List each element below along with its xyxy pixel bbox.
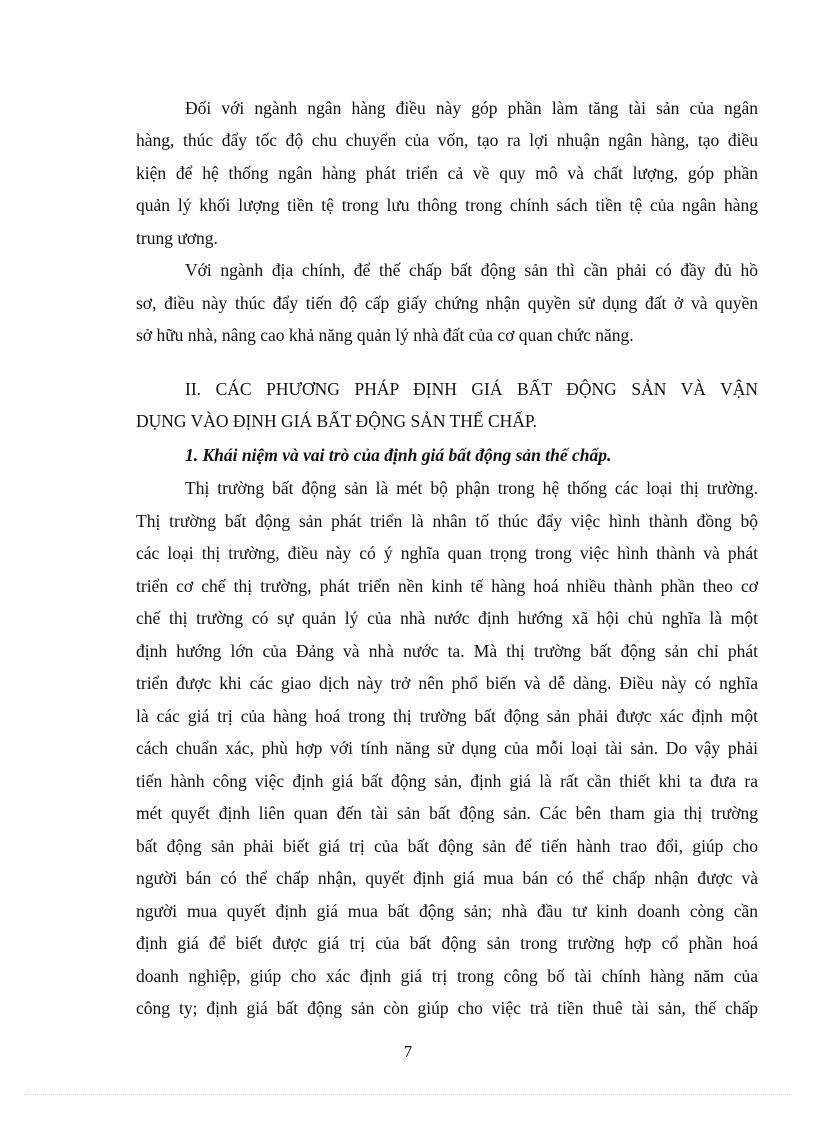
text-line: định giá để biết được giá trị của bất động sản trong trường hợp cổ phần hoá xyxy=(136,933,758,953)
text-line: các loại thị trường, điều này có ý nghĩa quan trọng trong việc hình thành và phát xyxy=(136,543,758,563)
text-line: sở hữu nhà, nâng cao khả năng quản lý nhà đất của cơ quan chức năng. xyxy=(136,325,634,345)
text-line: triển được khi các giao dịch này trở nên phổ biến và dễ dàng. Điều này có nghĩa xyxy=(136,673,758,693)
text-line: triển cơ chế thị trường, phát triển nền kinh tế hàng hoá nhiều thành phần theo cơ xyxy=(136,576,758,596)
text-line: định hướng lớn của Đảng và nhà nước ta. Mà thị trường bất động sản chỉ phát xyxy=(136,641,758,661)
text-line: Thị trường bất động sản là mét bộ phận trong hệ thống các loại thị trường. xyxy=(185,478,758,498)
section-heading-line: II. CÁC PHƯƠNG PHÁP ĐỊNH GIÁ BẤT ĐỘNG SẢN VÀ VẬN xyxy=(185,379,758,399)
text-line: trung ương. xyxy=(136,228,218,248)
text-line: là các giá trị của hàng hoá trong thị trường bất động sản phải được xác định một xyxy=(136,706,758,726)
text-line: mét quyết định liên quan đến tài sản bất động sản. Các bên tham gia thị trường xyxy=(136,803,758,823)
text-line: chế thị trường có sự quản lý của nhà nước định hướng xã hội chủ nghĩa là một xyxy=(136,608,758,628)
text-line: cách chuẩn xác, phù hợp với tính năng sử dụng của mỗi loại tài sản. Do vậy phải xyxy=(136,738,758,758)
text-line: sơ, điều này thúc đẩy tiến độ cấp giấy chứng nhận quyền sử dụng đất ở và quyền xyxy=(136,293,758,313)
text-line: Đối với ngành ngân hàng điều này góp phần làm tăng tài sản của ngân xyxy=(185,98,758,118)
text-line: kiện để hệ thống ngân hàng phát triển cả về quy mô và chất lượng, góp phần xyxy=(136,163,758,183)
text-line: công ty; định giá bất động sản còn giúp cho việc trả tiền thuê tài sản, thế chấp xyxy=(136,998,758,1018)
page-break-divider xyxy=(24,1094,792,1095)
text-line: tiến hành công việc định giá bất động sản, định giá là rất cần thiết khi ta đưa ra xyxy=(136,771,758,791)
text-line: người mua quyết định giá mua bất động sản; nhà đầu tư kinh doanh còng cần xyxy=(136,901,758,921)
text-line: bất động sản phải biết giá trị của bất động sản để tiến hành trao đổi, giúp cho xyxy=(136,836,758,856)
section-heading-line: DỤNG VÀO ĐỊNH GIÁ BẤT ĐỘNG SẢN THẾ CHẤP. xyxy=(136,411,538,431)
page-number: 7 xyxy=(403,1042,413,1061)
text-line: người bán có thể chấp nhận, quyết định giá mua bán có thể chấp nhận được và xyxy=(136,868,758,888)
text-line: Với ngành địa chính, để thế chấp bất động sản thì cần phải có đầy đủ hồ xyxy=(185,260,758,280)
text-line: hàng, thúc đẩy tốc độ chu chuyển của vốn, tạo ra lợi nhuận ngân hàng, tạo điều xyxy=(136,130,758,150)
text-line: Thị trường bất động sản phát triển là nhân tố thúc đẩy việc hình thành đồng bộ xyxy=(136,511,758,531)
text-line: quản lý khối lượng tiền tệ trong lưu thông trong chính sách tiền tệ của ngân hàng xyxy=(136,195,758,215)
subheading: 1. Khái niệm và vai trò của định giá bất động sản thế chấp. xyxy=(185,445,612,465)
text-line: doanh nghiệp, giúp cho xác định giá trị trong công bố tài chính hàng năm của xyxy=(136,966,758,986)
